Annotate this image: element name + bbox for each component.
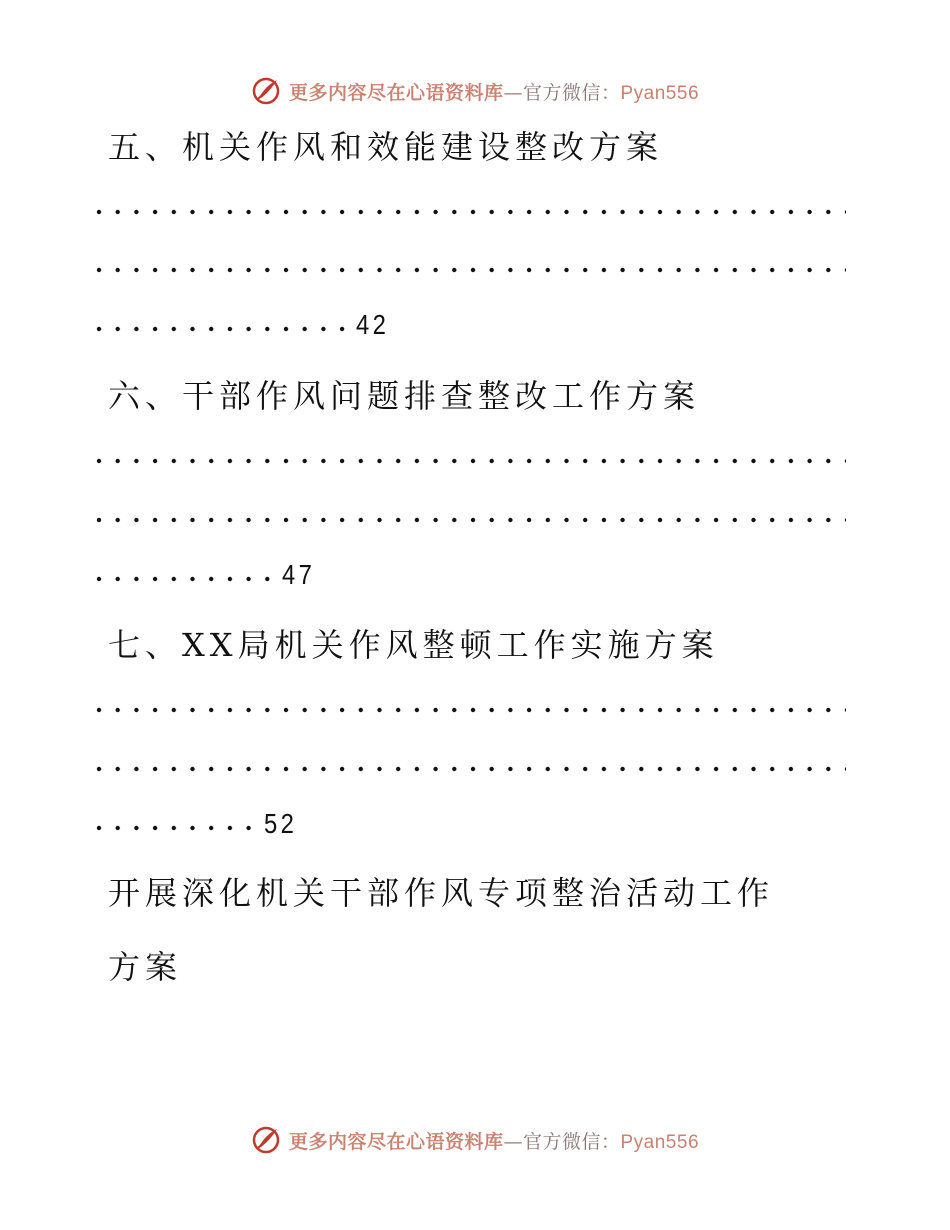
toc-page-number: 47 [282, 559, 316, 590]
watermark-text: 更多内容尽在心语资料库—官方微信：Pyan556 [288, 81, 700, 104]
toc-leader-dots [96, 456, 846, 466]
toc-entry-title[interactable]: 七、XX局机关作风整顿工作实施方案 [108, 626, 719, 664]
toc-page-number: 42 [356, 309, 390, 340]
footer-watermark [0, 1120, 950, 1160]
header-watermark [0, 71, 950, 111]
toc-leader-dots [96, 265, 846, 275]
toc-leader-dots [96, 515, 846, 525]
toc-entry-title[interactable]: 五、机关作风和效能建设整改方案 [108, 128, 664, 166]
toc-leader-end [96, 799, 303, 839]
quill-logo-icon [251, 1125, 281, 1155]
section-title-line-1: 开展深化机关干部作风专项整治活动工作 [108, 874, 775, 912]
toc-leader-end [96, 550, 321, 590]
watermark-text: 更多内容尽在心语资料库—官方微信：Pyan556 [288, 1130, 700, 1153]
toc-leader-dots [96, 764, 846, 774]
toc-leader-dots [96, 705, 846, 715]
toc-leader-end [96, 300, 395, 340]
toc-page-number: 52 [264, 808, 298, 839]
section-title-line-2: 方案 [108, 948, 183, 986]
toc-entry-title[interactable]: 六、干部作风问题排查整改工作方案 [108, 377, 701, 415]
toc-leader-dots [96, 207, 846, 217]
quill-logo-icon [251, 76, 281, 106]
